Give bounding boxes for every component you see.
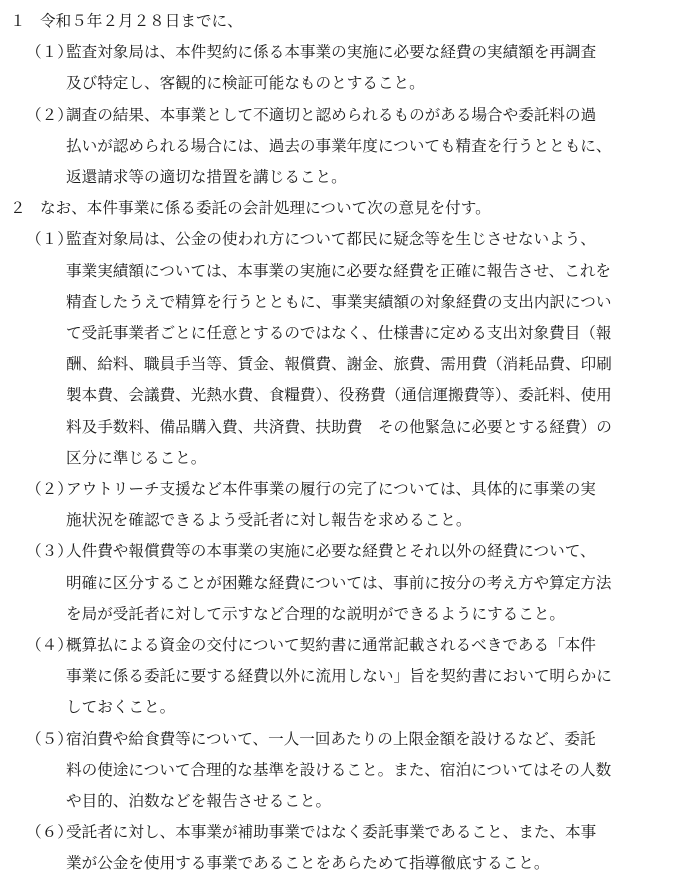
item-text-line: 宿泊費や給食費等について、一人一回あたりの上限金額を設けるなど、委託: [66, 729, 596, 748]
item-text-line: しておくこと。: [66, 698, 176, 717]
item-number: （１）: [26, 230, 73, 249]
item-text-line: や目的、泊数などを報告させること。: [66, 792, 332, 810]
item-text-line: 監査対象局は、公金の使われ方について都民に疑念等を生じさせないよう、: [66, 230, 596, 249]
item-text-line: 明確に区分することが困難な経費については、事前に按分の考え方や算定方法: [66, 573, 612, 592]
section-heading: なお、本件事業に係る委託の会計処理について次の意見を付す。: [40, 199, 491, 218]
item-text-line: 酬、給料、職員手当等、賃金、報償費、謝金、旅費、需用費（消耗品費、印刷: [66, 355, 612, 374]
item-text-line: 概算払による資金の交付について契約書に通常記載されるべきである「本件: [66, 636, 596, 654]
item-text-line: 及び特定し、客観的に検証可能なものとすること。: [66, 74, 425, 93]
section-number: ２: [10, 199, 26, 218]
section-number: １: [10, 12, 26, 30]
item-text-line: 施状況を確認できるよう受託者に対し報告を求めること。: [66, 511, 472, 530]
item-text-line: 事業に係る委託に要する経費以外に流用しない」旨を契約書において明らかに: [66, 667, 612, 686]
item-text-line: 精査したうえで精算を行うとともに、事業実績額の対象経費の支出内訳につい: [66, 292, 612, 311]
item-text-line: 業が公金を使用する事業であることをあらためて指導徹底すること。: [66, 854, 550, 873]
item-text-line: を局が受託者に対して示すなど合理的な説明ができるようにすること。: [66, 604, 566, 623]
item-number: （１）: [26, 43, 73, 62]
item-text-line: 払いが認められる場合には、過去の事業年度についても精査を行うとともに、: [66, 136, 612, 155]
item-number: （５）: [26, 729, 73, 748]
item-text-line: 監査対象局は、本件契約に係る本事業の実施に必要な経費の実績額を再調査: [66, 43, 597, 62]
item-number: （３）: [26, 542, 73, 561]
item-text-line: 料の使途について合理的な基準を設けること。また、宿泊についてはその人数: [66, 760, 612, 779]
item-text-line: 区分に準じること。: [66, 448, 207, 467]
item-number: （４）: [26, 636, 73, 654]
item-text-line: 製本費、会議費、光熱水費、食糧費）、役務費（通信運搬費等）、委託料、使用: [66, 386, 612, 405]
item-text-line: 調査の結果、本事業として不適切と認められるものがある場合や委託料の過: [66, 105, 597, 124]
item-text-line: 事業実績額については、本事業の実施に必要な経費を正確に報告させ、これを: [66, 261, 612, 280]
item-number: （２）: [26, 105, 73, 124]
item-number: （２）: [26, 480, 73, 498]
item-text-line: 料及手数料、備品購入費、共済費、扶助費 その他緊急に必要とする経費）の: [66, 417, 612, 436]
item-text-line: 返還請求等の適切な措置を講じること。: [66, 168, 347, 186]
item-text-line: アウトリーチ支援など本件事業の履行の完了については、具体的に事業の実: [66, 480, 596, 498]
item-text-line: 人件費や報償費等の本事業の実施に必要な経費とそれ以外の経費について、: [66, 542, 596, 561]
item-text-line: 受託者に対し、本事業が補助事業ではなく委託事業であること、また、本事: [66, 823, 597, 842]
section-heading: 令和５年２月２８日までに、: [40, 12, 243, 30]
item-text-line: て受託事業者ごとに任意とするのではなく、仕様書に定める支出対象費目（報: [66, 324, 612, 342]
item-number: （６）: [26, 823, 73, 842]
